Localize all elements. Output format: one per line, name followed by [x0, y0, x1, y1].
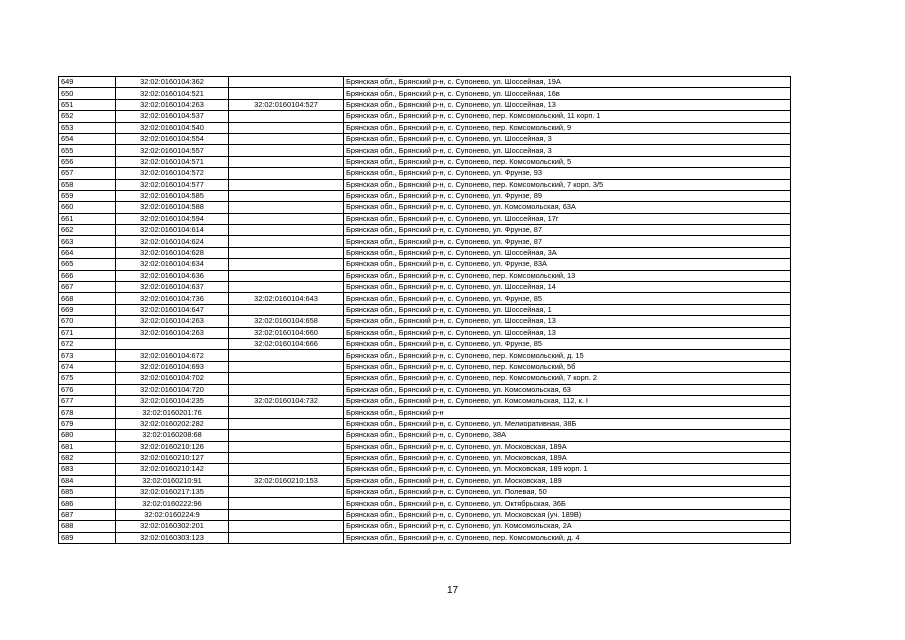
- cadastral-number-cell: 32:02:0160217:135: [116, 487, 229, 498]
- parent-cadastral-number-cell: [229, 247, 344, 258]
- parent-cadastral-number-cell: 32:02:0160210:153: [229, 475, 344, 486]
- parent-cadastral-number-cell: [229, 88, 344, 99]
- cadastral-number-cell: 32:02:0160104:693: [116, 361, 229, 372]
- cadastral-number-cell: 32:02:0160104:572: [116, 168, 229, 179]
- address-cell: Брянская обл., Брянский р-н, с. Супонево, ул. Московская, 189: [344, 475, 791, 486]
- parent-cadastral-number-cell: [229, 487, 344, 498]
- parent-cadastral-number-cell: [229, 509, 344, 520]
- row-number-cell: 688: [59, 521, 116, 532]
- address-cell: Брянская обл., Брянский р-н, с. Супонево, ул. Фрунзе, 93: [344, 168, 791, 179]
- table-row: [59, 521, 791, 532]
- table-row: [59, 236, 791, 247]
- address-cell: Брянская обл., Брянский р-н, с. Супонево, пер. Комсомольский, 5: [344, 156, 791, 167]
- row-number-cell: 685: [59, 487, 116, 498]
- address-cell: Брянская обл., Брянский р-н, с. Супонево, пер. Комсомольский, 7 корп. 3/5: [344, 179, 791, 190]
- address-cell: Брянская обл., Брянский р-н, с. Супонево, ул. Шоссейная, 3: [344, 145, 791, 156]
- parent-cadastral-number-cell: [229, 373, 344, 384]
- row-number-cell: 684: [59, 475, 116, 486]
- parent-cadastral-number-cell: [229, 77, 344, 88]
- table-row: [59, 338, 791, 349]
- row-number-cell: 649: [59, 77, 116, 88]
- parent-cadastral-number-cell: [229, 418, 344, 429]
- parent-cadastral-number-cell: [229, 532, 344, 543]
- page-number: 17: [446, 585, 459, 596]
- row-number-cell: 650: [59, 88, 116, 99]
- table-row: [59, 122, 791, 133]
- parent-cadastral-number-cell: [229, 270, 344, 281]
- cadastral-number-cell: 32:02:0160302:201: [116, 521, 229, 532]
- address-cell: Брянская обл., Брянский р-н, с. Супонево, ул. Фрунзе, 87: [344, 236, 791, 247]
- row-number-cell: 681: [59, 441, 116, 452]
- address-cell: Брянская обл., Брянский р-н, с. Супонево, пер. Комсомольский, 11 корп. 1: [344, 111, 791, 122]
- row-number-cell: 658: [59, 179, 116, 190]
- row-number-cell: 660: [59, 202, 116, 213]
- address-cell: Брянская обл., Брянский р-н, с. Супонево, ул. Шоссейная, 14: [344, 282, 791, 293]
- table-row: [59, 441, 791, 452]
- cadastral-number-cell: 32:02:0160104:577: [116, 179, 229, 190]
- row-number-cell: 659: [59, 190, 116, 201]
- cadastral-number-cell: [116, 338, 229, 349]
- cadastral-number-cell: 32:02:0160104:585: [116, 190, 229, 201]
- table-row: [59, 190, 791, 201]
- cadastral-number-cell: 32:02:0160104:594: [116, 213, 229, 224]
- cadastral-number-cell: 32:02:0160210:142: [116, 464, 229, 475]
- parent-cadastral-number-cell: [229, 133, 344, 144]
- row-number-cell: 666: [59, 270, 116, 281]
- cadastral-number-cell: 32:02:0160104:636: [116, 270, 229, 281]
- row-number-cell: 689: [59, 532, 116, 543]
- table-row: [59, 145, 791, 156]
- row-number-cell: 654: [59, 133, 116, 144]
- table-row: [59, 384, 791, 395]
- parent-cadastral-number-cell: [229, 430, 344, 441]
- table-row: [59, 475, 791, 486]
- cadastral-number-cell: 32:02:0160224:9: [116, 509, 229, 520]
- row-number-cell: 655: [59, 145, 116, 156]
- row-number-cell: 675: [59, 373, 116, 384]
- registry-table: [58, 76, 791, 544]
- cadastral-number-cell: 32:02:0160104:637: [116, 282, 229, 293]
- table-row: [59, 498, 791, 509]
- address-cell: Брянская обл., Брянский р-н, с. Супонево, пер. Комсомольский, 5б: [344, 361, 791, 372]
- address-cell: Брянская обл., Брянский р-н, с. Супонево, пер. Комсомольский, д. 15: [344, 350, 791, 361]
- cadastral-number-cell: 32:02:0160104:540: [116, 122, 229, 133]
- table-row: [59, 316, 791, 327]
- cadastral-number-cell: 32:02:0160104:537: [116, 111, 229, 122]
- row-number-cell: 662: [59, 225, 116, 236]
- table-row: [59, 293, 791, 304]
- address-cell: Брянская обл., Брянский р-н, с. Супонево, пер. Комсомольский, 9: [344, 122, 791, 133]
- parent-cadastral-number-cell: [229, 145, 344, 156]
- cadastral-number-cell: 32:02:0160222:96: [116, 498, 229, 509]
- table-row: [59, 99, 791, 110]
- cadastral-number-cell: 32:02:0160104:571: [116, 156, 229, 167]
- registry-table-body: [59, 77, 791, 544]
- row-number-cell: 677: [59, 395, 116, 406]
- table-row: [59, 350, 791, 361]
- table-row: [59, 179, 791, 190]
- cadastral-number-cell: 32:02:0160104:554: [116, 133, 229, 144]
- parent-cadastral-number-cell: [229, 213, 344, 224]
- cadastral-number-cell: 32:02:0160104:557: [116, 145, 229, 156]
- table-row: [59, 156, 791, 167]
- row-number-cell: 680: [59, 430, 116, 441]
- address-cell: Брянская обл., Брянский р-н, с. Супонево, пер. Комсомольский, 13: [344, 270, 791, 281]
- row-number-cell: 663: [59, 236, 116, 247]
- parent-cadastral-number-cell: [229, 190, 344, 201]
- cadastral-number-cell: 32:02:0160210:127: [116, 452, 229, 463]
- row-number-cell: 683: [59, 464, 116, 475]
- cadastral-number-cell: 32:02:0160201:76: [116, 407, 229, 418]
- cadastral-number-cell: 32:02:0160210:91: [116, 475, 229, 486]
- parent-cadastral-number-cell: [229, 521, 344, 532]
- parent-cadastral-number-cell: [229, 498, 344, 509]
- address-cell: Брянская обл., Брянский р-н, с. Супонево, ул. Комсомольская, 63А: [344, 202, 791, 213]
- table-row: [59, 464, 791, 475]
- table-row: [59, 225, 791, 236]
- table-row: [59, 259, 791, 270]
- address-cell: Брянская обл., Брянский р-н, с. Супонево, ул. Комсомольская, 63: [344, 384, 791, 395]
- table-row: [59, 373, 791, 384]
- cadastral-number-cell: 32:02:0160208:68: [116, 430, 229, 441]
- address-cell: Брянская обл., Брянский р-н, с. Супонево, ул. Октябрьская, 36Б: [344, 498, 791, 509]
- address-cell: Брянская обл., Брянский р-н, с. Супонево, 38А: [344, 430, 791, 441]
- row-number-cell: 687: [59, 509, 116, 520]
- cadastral-number-cell: 32:02:0160104:720: [116, 384, 229, 395]
- row-number-cell: 674: [59, 361, 116, 372]
- row-number-cell: 669: [59, 304, 116, 315]
- parent-cadastral-number-cell: [229, 282, 344, 293]
- row-number-cell: 682: [59, 452, 116, 463]
- address-cell: Брянская обл., Брянский р-н, с. Супонево, ул. Мелиоративная, 38Б: [344, 418, 791, 429]
- parent-cadastral-number-cell: [229, 111, 344, 122]
- cadastral-number-cell: 32:02:0160104:521: [116, 88, 229, 99]
- address-cell: Брянская обл., Брянский р-н, с. Супонево, ул. Фрунзе, 87: [344, 225, 791, 236]
- parent-cadastral-number-cell: [229, 407, 344, 418]
- address-cell: Брянская обл., Брянский р-н, с. Супонево, ул. Шоссейная, 13: [344, 316, 791, 327]
- cadastral-number-cell: 32:02:0160104:263: [116, 99, 229, 110]
- address-cell: Брянская обл., Брянский р-н, с. Супонево, ул. Московская, 189А: [344, 452, 791, 463]
- parent-cadastral-number-cell: [229, 236, 344, 247]
- row-number-cell: 667: [59, 282, 116, 293]
- parent-cadastral-number-cell: [229, 304, 344, 315]
- parent-cadastral-number-cell: [229, 168, 344, 179]
- address-cell: Брянская обл., Брянский р-н, с. Супонево, ул. Московская (уч. 189В): [344, 509, 791, 520]
- address-cell: Брянская обл., Брянский р-н, с. Супонево, ул. Полевая, 50: [344, 487, 791, 498]
- table-row: [59, 270, 791, 281]
- row-number-cell: 671: [59, 327, 116, 338]
- address-cell: Брянская обл., Брянский р-н, с. Супонево, ул. Фрунзе, 89: [344, 190, 791, 201]
- cadastral-number-cell: 32:02:0160104:263: [116, 327, 229, 338]
- parent-cadastral-number-cell: 32:02:0160104:658: [229, 316, 344, 327]
- address-cell: Брянская обл., Брянский р-н, с. Супонево, ул. Комсомольская, 112, к. I: [344, 395, 791, 406]
- address-cell: Брянская обл., Брянский р-н, с. Супонево, ул. Шоссейная, 3А: [344, 247, 791, 258]
- row-number-cell: 676: [59, 384, 116, 395]
- row-number-cell: 679: [59, 418, 116, 429]
- parent-cadastral-number-cell: [229, 225, 344, 236]
- parent-cadastral-number-cell: [229, 350, 344, 361]
- table-row: [59, 168, 791, 179]
- table-row: [59, 361, 791, 372]
- cadastral-number-cell: 32:02:0160303:123: [116, 532, 229, 543]
- table-row: [59, 509, 791, 520]
- table-row: [59, 327, 791, 338]
- parent-cadastral-number-cell: [229, 384, 344, 395]
- address-cell: Брянская обл., Брянский р-н, с. Супонево, ул. Московская, 189А: [344, 441, 791, 452]
- parent-cadastral-number-cell: [229, 259, 344, 270]
- parent-cadastral-number-cell: [229, 156, 344, 167]
- address-cell: Брянская обл., Брянский р-н, с. Супонево, ул. Шоссейная, 19А: [344, 77, 791, 88]
- address-cell: Брянская обл., Брянский р-н, с. Супонево, ул. Комсомольская, 2А: [344, 521, 791, 532]
- row-number-cell: 668: [59, 293, 116, 304]
- table-row: [59, 111, 791, 122]
- row-number-cell: 664: [59, 247, 116, 258]
- parent-cadastral-number-cell: 32:02:0160104:527: [229, 99, 344, 110]
- cadastral-number-cell: 32:02:0160104:235: [116, 395, 229, 406]
- table-row: [59, 247, 791, 258]
- parent-cadastral-number-cell: [229, 452, 344, 463]
- address-cell: Брянская обл., Брянский р-н, с. Супонево, пер. Комсомольский, 7 корп. 2: [344, 373, 791, 384]
- table-row: [59, 418, 791, 429]
- table-row: [59, 532, 791, 543]
- address-cell: Брянская обл., Брянский р-н, с. Супонево, ул. Шоссейная, 16в: [344, 88, 791, 99]
- address-cell: Брянская обл., Брянский р-н: [344, 407, 791, 418]
- parent-cadastral-number-cell: 32:02:0160104:666: [229, 338, 344, 349]
- cadastral-number-cell: 32:02:0160104:672: [116, 350, 229, 361]
- row-number-cell: 661: [59, 213, 116, 224]
- table-row: [59, 202, 791, 213]
- row-number-cell: 652: [59, 111, 116, 122]
- row-number-cell: 665: [59, 259, 116, 270]
- parent-cadastral-number-cell: [229, 464, 344, 475]
- address-cell: Брянская обл., Брянский р-н, с. Супонево, ул. Фрунзе, 85: [344, 338, 791, 349]
- cadastral-number-cell: 32:02:0160104:362: [116, 77, 229, 88]
- address-cell: Брянская обл., Брянский р-н, с. Супонево, ул. Шоссейная, 13: [344, 99, 791, 110]
- parent-cadastral-number-cell: 32:02:0160104:643: [229, 293, 344, 304]
- address-cell: Брянская обл., Брянский р-н, с. Супонево, ул. Шоссейная, 13: [344, 327, 791, 338]
- parent-cadastral-number-cell: [229, 202, 344, 213]
- row-number-cell: 651: [59, 99, 116, 110]
- parent-cadastral-number-cell: [229, 441, 344, 452]
- address-cell: Брянская обл., Брянский р-н, с. Супонево, пер. Комсомольский, д. 4: [344, 532, 791, 543]
- cadastral-number-cell: 32:02:0160104:588: [116, 202, 229, 213]
- row-number-cell: 678: [59, 407, 116, 418]
- cadastral-number-cell: 32:02:0160104:624: [116, 236, 229, 247]
- cadastral-number-cell: 32:02:0160202:282: [116, 418, 229, 429]
- table-row: [59, 282, 791, 293]
- row-number-cell: 670: [59, 316, 116, 327]
- address-cell: Брянская обл., Брянский р-н, с. Супонево, ул. Шоссейная, 1: [344, 304, 791, 315]
- table-row: [59, 77, 791, 88]
- cadastral-number-cell: 32:02:0160104:702: [116, 373, 229, 384]
- table-row: [59, 133, 791, 144]
- row-number-cell: 673: [59, 350, 116, 361]
- table-row: [59, 213, 791, 224]
- table-row: [59, 88, 791, 99]
- cadastral-number-cell: 32:02:0160104:614: [116, 225, 229, 236]
- table-row: [59, 487, 791, 498]
- parent-cadastral-number-cell: [229, 361, 344, 372]
- parent-cadastral-number-cell: [229, 122, 344, 133]
- cadastral-number-cell: 32:02:0160104:628: [116, 247, 229, 258]
- table-row: [59, 430, 791, 441]
- address-cell: Брянская обл., Брянский р-н, с. Супонево, ул. Московская, 189 корп. 1: [344, 464, 791, 475]
- cadastral-number-cell: 32:02:0160104:736: [116, 293, 229, 304]
- table-row: [59, 407, 791, 418]
- address-cell: Брянская обл., Брянский р-н, с. Супонево, ул. Фрунзе, 85: [344, 293, 791, 304]
- table-row: [59, 395, 791, 406]
- row-number-cell: 656: [59, 156, 116, 167]
- row-number-cell: 672: [59, 338, 116, 349]
- cadastral-number-cell: 32:02:0160104:647: [116, 304, 229, 315]
- row-number-cell: 686: [59, 498, 116, 509]
- table-row: [59, 452, 791, 463]
- cadastral-number-cell: 32:02:0160210:126: [116, 441, 229, 452]
- address-cell: Брянская обл., Брянский р-н, с. Супонево, ул. Шоссейная, 17г: [344, 213, 791, 224]
- cadastral-number-cell: 32:02:0160104:634: [116, 259, 229, 270]
- table-row: [59, 304, 791, 315]
- parent-cadastral-number-cell: 32:02:0160104:732: [229, 395, 344, 406]
- parent-cadastral-number-cell: [229, 179, 344, 190]
- address-cell: Брянская обл., Брянский р-н, с. Супонево, ул. Фрунзе, 83А: [344, 259, 791, 270]
- parent-cadastral-number-cell: 32:02:0160104:660: [229, 327, 344, 338]
- row-number-cell: 653: [59, 122, 116, 133]
- row-number-cell: 657: [59, 168, 116, 179]
- cadastral-number-cell: 32:02:0160104:263: [116, 316, 229, 327]
- address-cell: Брянская обл., Брянский р-н, с. Супонево, ул. Шоссейная, 3: [344, 133, 791, 144]
